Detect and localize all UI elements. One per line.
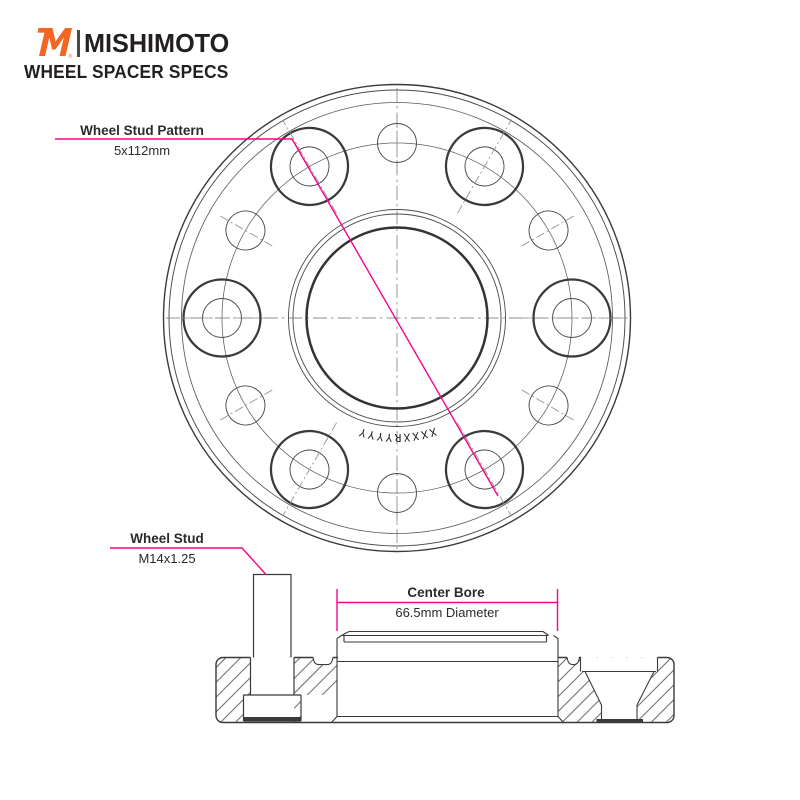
center-bore-label: Center Bore: [407, 585, 485, 600]
stud-pattern-leader-line: [55, 139, 498, 496]
wheel-stud-value: M14x1.25: [138, 551, 196, 566]
stud-pattern-value: 5x112mm: [113, 143, 171, 158]
stud-pattern-label: Wheel Stud Pattern: [80, 123, 204, 138]
engraved-part-number: XXXXRYYYY: [355, 424, 439, 444]
logo-registered-mark: ®: [68, 54, 73, 59]
lug-hole-bottom-bar: [597, 719, 644, 723]
wheel-stud-section: [244, 575, 302, 722]
brand-wordmark: MISHIMOTO: [84, 28, 230, 58]
hub-ring-section: [332, 632, 564, 723]
wheel-stud-label: Wheel Stud: [130, 531, 204, 546]
section-cutouts: [301, 658, 658, 723]
center-bore-value: 66.5mm Diameter: [395, 605, 499, 620]
page-title: WHEEL SPACER SPECS: [24, 62, 229, 82]
stud-knurl-bar: [244, 717, 301, 721]
relief-notches: [313, 657, 580, 664]
